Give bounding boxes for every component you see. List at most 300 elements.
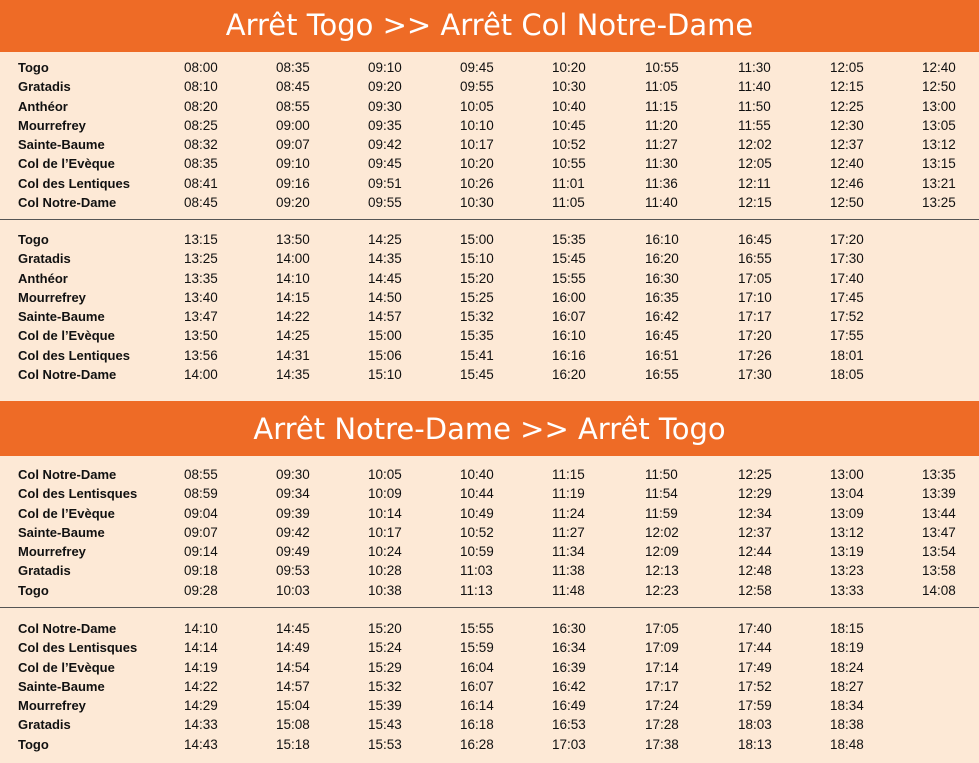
departure-time: 18:48 [830, 736, 864, 752]
departure-time: 17:49 [738, 659, 772, 675]
departure-time: 16:14 [460, 698, 494, 714]
departure-time: 12:40 [922, 60, 956, 75]
section-title-text: Arrêt Togo >> Arrêt Col Notre-Dame [225, 8, 754, 42]
departure-time: 15:53 [368, 736, 402, 752]
departure-time: 08:25 [184, 117, 218, 133]
departure-time: 15:32 [460, 309, 494, 325]
departure-time: 10:40 [460, 467, 494, 482]
departure-time: 12:05 [738, 156, 772, 172]
timetable-row [0, 715, 979, 734]
departure-time: 14:08 [922, 582, 956, 598]
departure-time: 12:58 [738, 582, 772, 598]
departure-time: 12:15 [738, 195, 772, 211]
departure-time: 14:25 [368, 232, 402, 247]
departure-time: 13:00 [922, 98, 956, 114]
departure-time: 16:04 [460, 659, 494, 675]
departure-time: 13:35 [922, 467, 956, 482]
departure-time: 09:16 [276, 175, 310, 191]
timetable-row [0, 116, 979, 135]
departure-time: 10:44 [460, 486, 494, 502]
departure-time: 16:34 [552, 640, 586, 656]
departure-time: 11:40 [738, 79, 771, 95]
departure-time: 16:55 [738, 251, 772, 267]
timetable-row [0, 365, 979, 384]
departure-time: 16:30 [552, 621, 586, 636]
departure-time: 16:20 [645, 251, 679, 267]
timetable-row [0, 484, 979, 503]
timetable-row [0, 346, 979, 365]
departure-time: 16:42 [645, 309, 679, 325]
departure-time: 10:24 [368, 544, 402, 560]
departure-time: 09:34 [276, 486, 310, 502]
departure-time: 15:00 [368, 328, 402, 344]
departure-time: 11:27 [552, 524, 585, 540]
timetable-row [0, 542, 979, 561]
timetable-row [0, 58, 979, 77]
departure-time: 14:31 [276, 347, 310, 363]
timetable-row [0, 638, 979, 657]
departure-time: 11:05 [552, 195, 585, 211]
departure-time: 09:00 [276, 117, 310, 133]
departure-time: 14:57 [276, 678, 310, 694]
departure-time: 09:53 [276, 563, 310, 579]
departure-time: 17:20 [738, 328, 772, 344]
departure-time: 13:23 [830, 563, 864, 579]
block-divider [0, 219, 979, 220]
stop-name: Togo [18, 736, 49, 752]
timetable-block [0, 465, 979, 600]
departure-time: 10:59 [460, 544, 494, 560]
timetable-row [0, 696, 979, 715]
departure-time: 13:35 [184, 270, 218, 286]
departure-time: 12:44 [738, 544, 772, 560]
timetable-row [0, 581, 979, 600]
departure-time: 14:57 [368, 309, 402, 325]
departure-time: 11:13 [460, 582, 493, 598]
departure-time: 16:10 [552, 328, 586, 344]
departure-time: 13:19 [830, 544, 864, 560]
stop-name: Gratadis [18, 563, 71, 579]
departure-time: 08:55 [184, 467, 218, 482]
departure-time: 15:08 [276, 717, 310, 733]
departure-time: 11:34 [552, 544, 585, 560]
departure-time: 09:30 [368, 98, 402, 114]
departure-time: 13:25 [184, 251, 218, 267]
departure-time: 10:40 [552, 98, 586, 114]
departure-time: 11:15 [645, 98, 678, 114]
departure-time: 12:25 [830, 98, 864, 114]
timetable-row [0, 326, 979, 345]
departure-time: 12:37 [830, 137, 864, 153]
stop-name: Sainte-Baume [18, 678, 105, 694]
departure-time: 15:32 [368, 678, 402, 694]
departure-time: 16:07 [460, 678, 494, 694]
departure-time: 16:51 [645, 347, 679, 363]
departure-time: 09:30 [276, 467, 310, 482]
stop-name: Col de l’Evèque [18, 659, 115, 675]
departure-time: 11:36 [645, 175, 678, 191]
stop-name: Col des Lentiques [18, 347, 130, 363]
departure-time: 10:38 [368, 582, 402, 598]
departure-time: 15:59 [460, 640, 494, 656]
departure-time: 12:37 [738, 524, 772, 540]
departure-time: 15:29 [368, 659, 402, 675]
stop-name: Col de l’Evèque [18, 505, 115, 521]
departure-time: 09:18 [184, 563, 218, 579]
departure-time: 09:28 [184, 582, 218, 598]
departure-time: 16:18 [460, 717, 494, 733]
departure-time: 08:41 [184, 175, 218, 191]
departure-time: 16:49 [552, 698, 586, 714]
departure-time: 17:55 [830, 328, 864, 344]
departure-time: 16:53 [552, 717, 586, 733]
section-title-togo-to-notre-dame [0, 0, 979, 52]
departure-time: 10:03 [276, 582, 310, 598]
departure-time: 10:55 [552, 156, 586, 172]
departure-time: 15:04 [276, 698, 310, 714]
departure-time: 10:52 [552, 137, 586, 153]
departure-time: 14:15 [276, 289, 310, 305]
timetable-row [0, 465, 979, 484]
stop-name: Anthéor [18, 270, 68, 286]
stop-name: Togo [18, 60, 49, 75]
departure-time: 14:43 [184, 736, 218, 752]
departure-time: 14:00 [276, 251, 310, 267]
departure-time: 13:56 [184, 347, 218, 363]
departure-time: 10:52 [460, 524, 494, 540]
departure-time: 10:45 [552, 117, 586, 133]
departure-time: 12:05 [830, 60, 864, 75]
departure-time: 11:19 [552, 486, 585, 502]
timetable-row [0, 561, 979, 580]
departure-time: 13:54 [922, 544, 956, 560]
departure-time: 17:26 [738, 347, 772, 363]
departure-time: 09:20 [276, 195, 310, 211]
departure-time: 12:50 [830, 195, 864, 211]
departure-time: 13:47 [184, 309, 218, 325]
stop-name: Col Notre-Dame [18, 467, 117, 482]
departure-time: 16:07 [552, 309, 586, 325]
departure-time: 09:10 [368, 60, 402, 75]
departure-time: 14:45 [368, 270, 402, 286]
departure-time: 11:40 [645, 195, 678, 211]
departure-time: 10:26 [460, 175, 494, 191]
departure-time: 18:38 [830, 717, 864, 733]
departure-time: 14:19 [184, 659, 218, 675]
departure-time: 10:20 [552, 60, 586, 75]
departure-time: 09:07 [276, 137, 310, 153]
departure-time: 08:20 [184, 98, 218, 114]
departure-time: 13:00 [830, 467, 864, 482]
departure-time: 09:51 [368, 175, 402, 191]
departure-time: 15:55 [552, 270, 586, 286]
departure-time: 13:25 [922, 195, 956, 211]
departure-time: 17:24 [645, 698, 679, 714]
departure-time: 15:41 [460, 347, 494, 363]
departure-time: 17:30 [738, 367, 772, 383]
departure-time: 15:10 [368, 367, 402, 383]
departure-time: 13:12 [922, 137, 956, 153]
departure-time: 09:14 [184, 544, 218, 560]
departure-time: 13:33 [830, 582, 864, 598]
departure-time: 09:45 [368, 156, 402, 172]
departure-time: 12:40 [830, 156, 864, 172]
departure-time: 14:10 [276, 270, 310, 286]
departure-time: 08:00 [184, 60, 218, 75]
timetable-row [0, 677, 979, 696]
departure-time: 15:25 [460, 289, 494, 305]
departure-time: 10:17 [368, 524, 402, 540]
departure-time: 15:06 [368, 347, 402, 363]
departure-time: 09:39 [276, 505, 310, 521]
departure-time: 08:35 [184, 156, 218, 172]
section-title-text: Arrêt Notre-Dame >> Arrêt Togo [253, 411, 726, 446]
departure-time: 11:50 [645, 467, 678, 482]
departure-time: 17:05 [645, 621, 679, 636]
departure-time: 15:43 [368, 717, 402, 733]
departure-time: 11:24 [552, 505, 585, 521]
departure-time: 13:12 [830, 524, 864, 540]
stop-name: Col de l’Evèque [18, 156, 115, 172]
departure-time: 10:17 [460, 137, 494, 153]
departure-time: 08:45 [276, 79, 310, 95]
block-divider [0, 607, 979, 608]
stop-name: Mourrefrey [18, 289, 86, 305]
timetable-row [0, 269, 979, 288]
departure-time: 09:45 [460, 60, 494, 75]
departure-time: 12:13 [645, 563, 679, 579]
stop-name: Gratadis [18, 717, 71, 733]
departure-time: 14:35 [368, 251, 402, 267]
departure-time: 16:45 [645, 328, 679, 344]
departure-time: 12:15 [830, 79, 864, 95]
departure-time: 09:42 [276, 524, 310, 540]
departure-time: 16:35 [645, 289, 679, 305]
timetable-row [0, 658, 979, 677]
timetable-row [0, 174, 979, 193]
stop-name: Col Notre-Dame [18, 195, 117, 211]
departure-time: 16:30 [645, 270, 679, 286]
departure-time: 10:09 [368, 486, 402, 502]
departure-time: 11:38 [552, 563, 585, 579]
timetable-row [0, 523, 979, 542]
departure-time: 15:24 [368, 640, 402, 656]
departure-time: 14:25 [276, 328, 310, 344]
departure-time: 13:15 [922, 156, 956, 172]
departure-time: 11:30 [738, 60, 771, 75]
timetable-row [0, 230, 979, 249]
timetable-row [0, 307, 979, 326]
timetable-row [0, 288, 979, 307]
departure-time: 14:29 [184, 698, 218, 714]
departure-time: 18:24 [830, 659, 864, 675]
departure-time: 16:20 [552, 367, 586, 383]
timetable-block [0, 619, 979, 754]
stop-name: Gratadis [18, 79, 71, 95]
departure-time: 08:35 [276, 60, 310, 75]
departure-time: 18:27 [830, 678, 864, 694]
departure-time: 13:15 [184, 232, 218, 247]
departure-time: 17:14 [645, 659, 679, 675]
departure-time: 17:30 [830, 251, 864, 267]
stop-name: Mourrefrey [18, 698, 86, 714]
departure-time: 17:44 [738, 640, 772, 656]
timetable-row [0, 504, 979, 523]
departure-time: 10:05 [460, 98, 494, 114]
departure-time: 09:55 [460, 79, 494, 95]
departure-time: 14:50 [368, 289, 402, 305]
departure-time: 10:55 [645, 60, 679, 75]
departure-time: 12:48 [738, 563, 772, 579]
stop-name: Anthéor [18, 98, 68, 114]
stop-name: Sainte-Baume [18, 309, 105, 325]
departure-time: 17:59 [738, 698, 772, 714]
departure-time: 14:33 [184, 717, 218, 733]
departure-time: 09:10 [276, 156, 310, 172]
departure-time: 14:10 [184, 621, 218, 636]
departure-time: 11:50 [738, 98, 771, 114]
departure-time: 15:45 [552, 251, 586, 267]
departure-time: 08:55 [276, 98, 310, 114]
stop-name: Togo [18, 582, 49, 598]
departure-time: 16:28 [460, 736, 494, 752]
departure-time: 13:04 [830, 486, 864, 502]
departure-time: 09:49 [276, 544, 310, 560]
stop-name: Gratadis [18, 251, 71, 267]
departure-time: 17:09 [645, 640, 679, 656]
timetable-row [0, 77, 979, 96]
departure-time: 15:20 [368, 621, 402, 636]
stop-name: Sainte-Baume [18, 524, 105, 540]
departure-time: 11:01 [552, 175, 585, 191]
departure-time: 17:28 [645, 717, 679, 733]
departure-time: 18:19 [830, 640, 864, 656]
timetable-row [0, 619, 979, 638]
departure-time: 16:45 [738, 232, 772, 247]
stop-name: Col des Lentisques [18, 640, 138, 656]
departure-time: 10:30 [460, 195, 494, 211]
departure-time: 10:30 [552, 79, 586, 95]
departure-time: 12:09 [645, 544, 679, 560]
timetable-block [0, 58, 979, 212]
departure-time: 17:40 [830, 270, 864, 286]
departure-time: 18:13 [738, 736, 772, 752]
departure-time: 10:05 [368, 467, 402, 482]
departure-time: 17:40 [738, 621, 772, 636]
departure-time: 11:03 [460, 563, 493, 579]
departure-time: 10:14 [368, 505, 402, 521]
stop-name: Mourrefrey [18, 117, 86, 133]
departure-time: 12:29 [738, 486, 772, 502]
departure-time: 15:55 [460, 621, 494, 636]
departure-time: 13:09 [830, 505, 864, 521]
stop-name: Col des Lentisques [18, 486, 138, 502]
departure-time: 14:22 [184, 678, 218, 694]
departure-time: 14:49 [276, 640, 310, 656]
departure-time: 11:59 [645, 505, 678, 521]
departure-time: 12:02 [645, 524, 679, 540]
departure-time: 13:47 [922, 524, 956, 540]
departure-time: 12:34 [738, 505, 772, 521]
stop-name: Col Notre-Dame [18, 621, 117, 636]
departure-time: 12:50 [922, 79, 956, 95]
section-title-notre-dame-to-togo [0, 401, 979, 456]
departure-time: 15:18 [276, 736, 310, 752]
departure-time: 09:42 [368, 137, 402, 153]
departure-time: 11:30 [645, 156, 678, 172]
departure-time: 15:10 [460, 251, 494, 267]
departure-time: 14:22 [276, 309, 310, 325]
departure-time: 16:10 [645, 232, 679, 247]
departure-time: 17:45 [830, 289, 864, 305]
departure-time: 12:46 [830, 175, 864, 191]
departure-time: 13:58 [922, 563, 956, 579]
timetable-row [0, 193, 979, 212]
stop-name: Col Notre-Dame [18, 367, 117, 383]
departure-time: 14:00 [184, 367, 218, 383]
departure-time: 13:44 [922, 505, 956, 521]
departure-time: 16:00 [552, 289, 586, 305]
departure-time: 18:03 [738, 717, 772, 733]
departure-time: 13:50 [184, 328, 218, 344]
timetable-row [0, 97, 979, 116]
departure-time: 08:45 [184, 195, 218, 211]
departure-time: 11:54 [645, 486, 678, 502]
departure-time: 17:52 [830, 309, 864, 325]
departure-time: 12:23 [645, 582, 679, 598]
departure-time: 13:05 [922, 117, 956, 133]
timetable-row [0, 154, 979, 173]
departure-time: 18:34 [830, 698, 864, 714]
departure-time: 08:32 [184, 137, 218, 153]
departure-time: 10:20 [460, 156, 494, 172]
departure-time: 16:55 [645, 367, 679, 383]
timetable-row [0, 735, 979, 754]
departure-time: 09:20 [368, 79, 402, 95]
departure-time: 11:55 [738, 117, 771, 133]
departure-time: 10:10 [460, 117, 494, 133]
departure-time: 09:07 [184, 524, 218, 540]
departure-time: 11:05 [645, 79, 678, 95]
departure-time: 11:48 [552, 582, 585, 598]
departure-time: 08:10 [184, 79, 218, 95]
departure-time: 14:35 [276, 367, 310, 383]
departure-time: 12:02 [738, 137, 772, 153]
departure-time: 15:39 [368, 698, 402, 714]
departure-time: 15:45 [460, 367, 494, 383]
departure-time: 17:17 [645, 678, 679, 694]
stop-name: Togo [18, 232, 49, 247]
departure-time: 15:35 [460, 328, 494, 344]
stop-name: Sainte-Baume [18, 137, 105, 153]
departure-time: 17:10 [738, 289, 772, 305]
departure-time: 13:50 [276, 232, 310, 247]
departure-time: 14:14 [184, 640, 218, 656]
departure-time: 16:42 [552, 678, 586, 694]
departure-time: 17:03 [552, 736, 586, 752]
departure-time: 17:17 [738, 309, 772, 325]
departure-time: 10:28 [368, 563, 402, 579]
timetable-block [0, 230, 979, 384]
departure-time: 11:27 [645, 137, 678, 153]
departure-time: 13:39 [922, 486, 956, 502]
stop-name: Col des Lentiques [18, 175, 130, 191]
departure-time: 09:35 [368, 117, 402, 133]
departure-time: 18:05 [830, 367, 864, 383]
departure-time: 12:30 [830, 117, 864, 133]
departure-time: 17:20 [830, 232, 864, 247]
departure-time: 12:25 [738, 467, 772, 482]
